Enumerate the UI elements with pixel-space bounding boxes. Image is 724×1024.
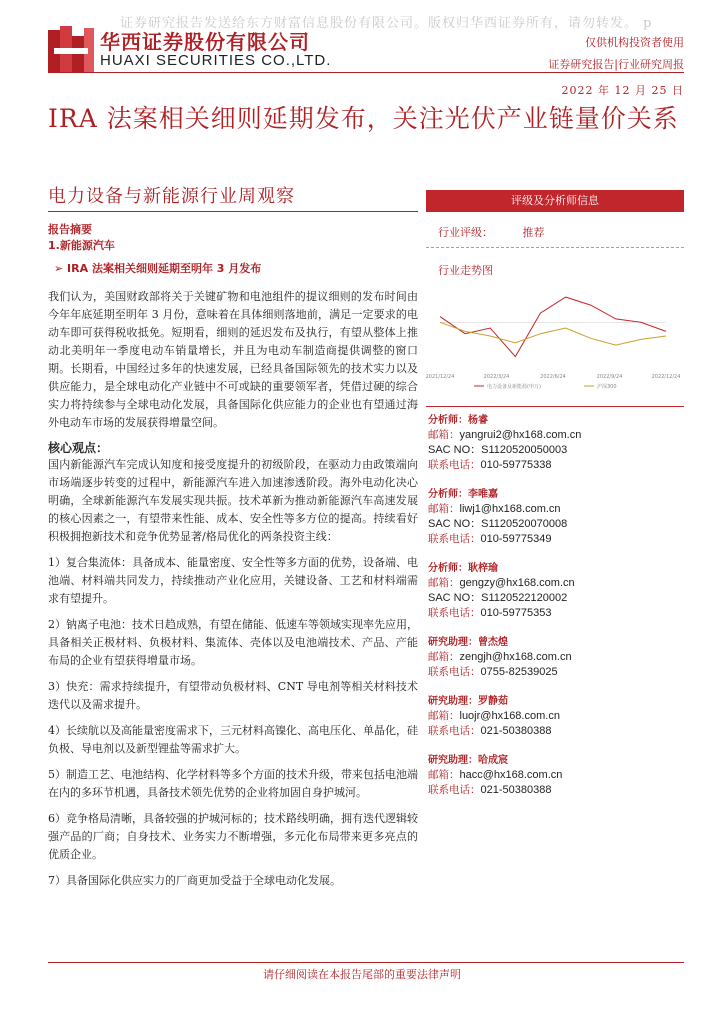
analyst-phone-row (428, 724, 684, 739)
analyst-sac: SAC NO：S1120522120002 (428, 592, 568, 604)
analyst-phone-row (428, 606, 684, 621)
footer-divider (48, 962, 684, 963)
analyst-card (426, 487, 684, 547)
phone-label: 联系电话： (428, 459, 481, 471)
report-title: IRA 法案相关细则延期发布，关注光伏产业链量价关系 (48, 104, 679, 133)
phone-label: 联系电话： (428, 784, 481, 796)
watermark: 证券研究报告发送给东方财富信息股份有限公司。版权归华西证券所有，请勿转发。 p (120, 16, 653, 31)
key-points-heading: 核心观点： (48, 441, 109, 455)
analyst-email-row (428, 428, 684, 443)
analyst-role: 分析师：耿梓瑜 (428, 563, 498, 574)
sidebar (426, 190, 684, 812)
subtitle-divider (48, 211, 418, 212)
analyst-phone: 010-59775349 (480, 533, 552, 545)
email-label: 邮箱： (428, 769, 460, 781)
analyst-email[interactable]: hacc@hx168.com.cn (459, 769, 563, 781)
email-label: 邮箱： (428, 651, 460, 663)
x-tick-label: 2022/3/24 (483, 374, 510, 380)
analyst-list (426, 413, 684, 798)
report-type: 证券研究报告|行业研究周报 (548, 58, 684, 71)
analyst-phone: 010-59775353 (480, 607, 552, 619)
list-item: 7）具备国际化供应实力的厂商更加受益于全球电动化发展。 (48, 874, 341, 887)
legend-label: 电力设备及新能源(申万) (487, 384, 541, 390)
analyst-phone: 021-50380388 (480, 725, 552, 737)
analyst-phone-row (428, 665, 684, 680)
footer-disclaimer: 请仔细阅读在本报告尾部的重要法律声明 (263, 968, 461, 981)
legend-label: 沪深300 (597, 384, 617, 390)
list-item: 1）复合集流体：具备成本、能量密度、安全性等多方面的优势，设备端、电池端、材料端共同发力，持续推动产业化应用，关键设备、工艺和材料端需求有望提升。 (48, 556, 418, 605)
analyst-email-row (428, 768, 684, 783)
analyst-phone-row (428, 458, 684, 473)
series-line-0 (440, 297, 666, 357)
huaxi-logo-icon (48, 26, 94, 72)
rating-label: 行业评级： (438, 226, 493, 239)
email-label: 邮箱： (428, 710, 460, 722)
rating-row (426, 212, 684, 248)
phone-label: 联系电话： (428, 533, 481, 545)
analyst-role: 分析师：杨睿 (428, 415, 488, 426)
analyst-card (426, 561, 684, 621)
rating-value: 推荐 (522, 226, 545, 239)
email-label: 邮箱： (428, 503, 460, 515)
list-item: 2）钠离子电池：技术日趋成熟，有望在储能、低速车等领域实现率先应用，具备相关正极材料、负极材料、集流体、壳体以及电池端技术、产品、产能布局的企业有望获得增量市场。 (48, 618, 418, 667)
sidebar-divider (426, 406, 684, 407)
analyst-phone: 0755-82539025 (480, 666, 558, 678)
trend-chart (425, 282, 681, 392)
summary-column (48, 222, 418, 890)
analyst-card (426, 753, 684, 798)
analyst-role: 研究助理：曾杰煌 (428, 637, 508, 648)
phone-label: 联系电话： (428, 607, 481, 619)
audience-note: 仅供机构投资者使用 (585, 36, 684, 49)
list-item: 6）竞争格局清晰，具备较强的护城河标的；技术路线明确，拥有迭代逻辑较强产品的厂商；自身技术、业务实力不断增强，多元化布局带来更多亮点的优质企业。 (48, 812, 418, 861)
header-divider (48, 72, 684, 73)
analyst-card (426, 635, 684, 680)
sidebar-heading: 评级及分析师信息 (426, 190, 684, 212)
analyst-email-row (428, 502, 684, 517)
analyst-role: 研究助理：哈成宸 (428, 755, 508, 766)
analyst-role: 研究助理：罗静茹 (428, 696, 508, 707)
brand-name-en: HUAXI SECURITIES CO.,LTD. (100, 52, 332, 69)
analyst-phone-row (428, 532, 684, 547)
report-subtitle: 电力设备与新能源行业周观察 (48, 186, 295, 207)
analyst-sac: SAC NO：S1120520050003 (428, 444, 568, 456)
analyst-role: 分析师：李唯嘉 (428, 489, 498, 500)
analyst-email[interactable]: zengjh@hx168.com.cn (459, 651, 572, 663)
analyst-phone: 010-59775338 (480, 459, 552, 471)
brand-name-cn: 华西证券股份有限公司 (100, 30, 310, 54)
email-label: 邮箱： (428, 429, 460, 441)
x-tick-label: 2022/9/24 (596, 374, 623, 380)
list-item: 4）长续航以及高能量密度需求下，三元材料高镍化、高电压化、单晶化，硅负极、导电剂以及新型锂盐等需求扩大。 (48, 724, 418, 755)
analyst-sac: SAC NO：S1120520070008 (428, 518, 568, 530)
x-tick-label: 2022/12/24 (651, 374, 681, 380)
analyst-email[interactable]: yangrui2@hx168.com.cn (459, 429, 582, 441)
email-label: 邮箱： (428, 577, 460, 589)
phone-label: 联系电话： (428, 725, 481, 737)
report-date: 2022 年 12 月 25 日 (561, 84, 684, 97)
analyst-card (426, 694, 684, 739)
analyst-email[interactable]: luojr@hx168.com.cn (459, 710, 560, 722)
analyst-phone: 021-50380388 (480, 784, 552, 796)
key-points-paragraph: 国内新能源汽车完成认知度和接受度提升的初级阶段，在驱动力由政策端向市场端逐步转变的过程中，新能源汽车进入加速渗透阶段。海外电动化决心明确，全球新能源汽车发展实现共振。技术革新为推动新能源汽车高速发展的核心因素之一，有望带来性能、成本、安全性等多方位的提高。持续看好积极拥抱新技术和竞争优势显著/格局优化的两条投资主线： (48, 458, 418, 543)
analyst-email-row (428, 709, 684, 724)
analyst-email-row (428, 576, 684, 591)
list-item: 3）快充：需求持续提升，有望带动负极材料、CNT 导电剂等相关材料技术迭代以及需求提升。 (48, 680, 418, 711)
analyst-email[interactable]: liwj1@hx168.com.cn (459, 503, 561, 515)
summary-paragraph: 我们认为，美国财政部将关于关键矿物和电池组件的提议细则的发布时间由今年年底延期至明年 3 月份，意味着在具体细则落地前，满足一定要求的电动车即可获得税收抵免。短期看，细则的延迟发布及执行，有望从整体上推动北美明年一季度电动车销量增长，并且为电动车制造商提供调整的窗口期。长期看，中国经过多年的快速发展，已经具备国际领先的技术实力以及供应能力，是全球电动化产业链中不可或缺的重要领军者，凭借过硬的综合实力将持续参与全球电动化发展，具备国际化供应能力的企业也有望通过海外电动车市场的发展获得增量空间。 (48, 290, 418, 429)
phone-label: 联系电话： (428, 666, 481, 678)
section-heading: 1.新能源汽车 (48, 239, 115, 252)
trend-label: 行业走势图 (438, 264, 493, 277)
series-line-1 (440, 322, 666, 345)
analyst-email[interactable]: gengzy@hx168.com.cn (459, 577, 575, 589)
x-tick-label: 2021/12/24 (425, 374, 455, 380)
x-tick-label: 2022/6/24 (540, 374, 566, 380)
bullet-heading: ➢ IRA 法案相关细则延期至明年 3 月发布 (54, 262, 262, 275)
analyst-card (426, 413, 684, 473)
analyst-phone-row (428, 783, 684, 798)
summary-heading: 报告摘要 (48, 223, 92, 236)
analyst-email-row (428, 650, 684, 665)
list-item: 5）制造工艺、电池结构、化学材料等多个方面的技术升级，带来包括电池端在内的多环节机遇，具备技术领先优势的企业将加固自身护城河。 (48, 768, 418, 799)
